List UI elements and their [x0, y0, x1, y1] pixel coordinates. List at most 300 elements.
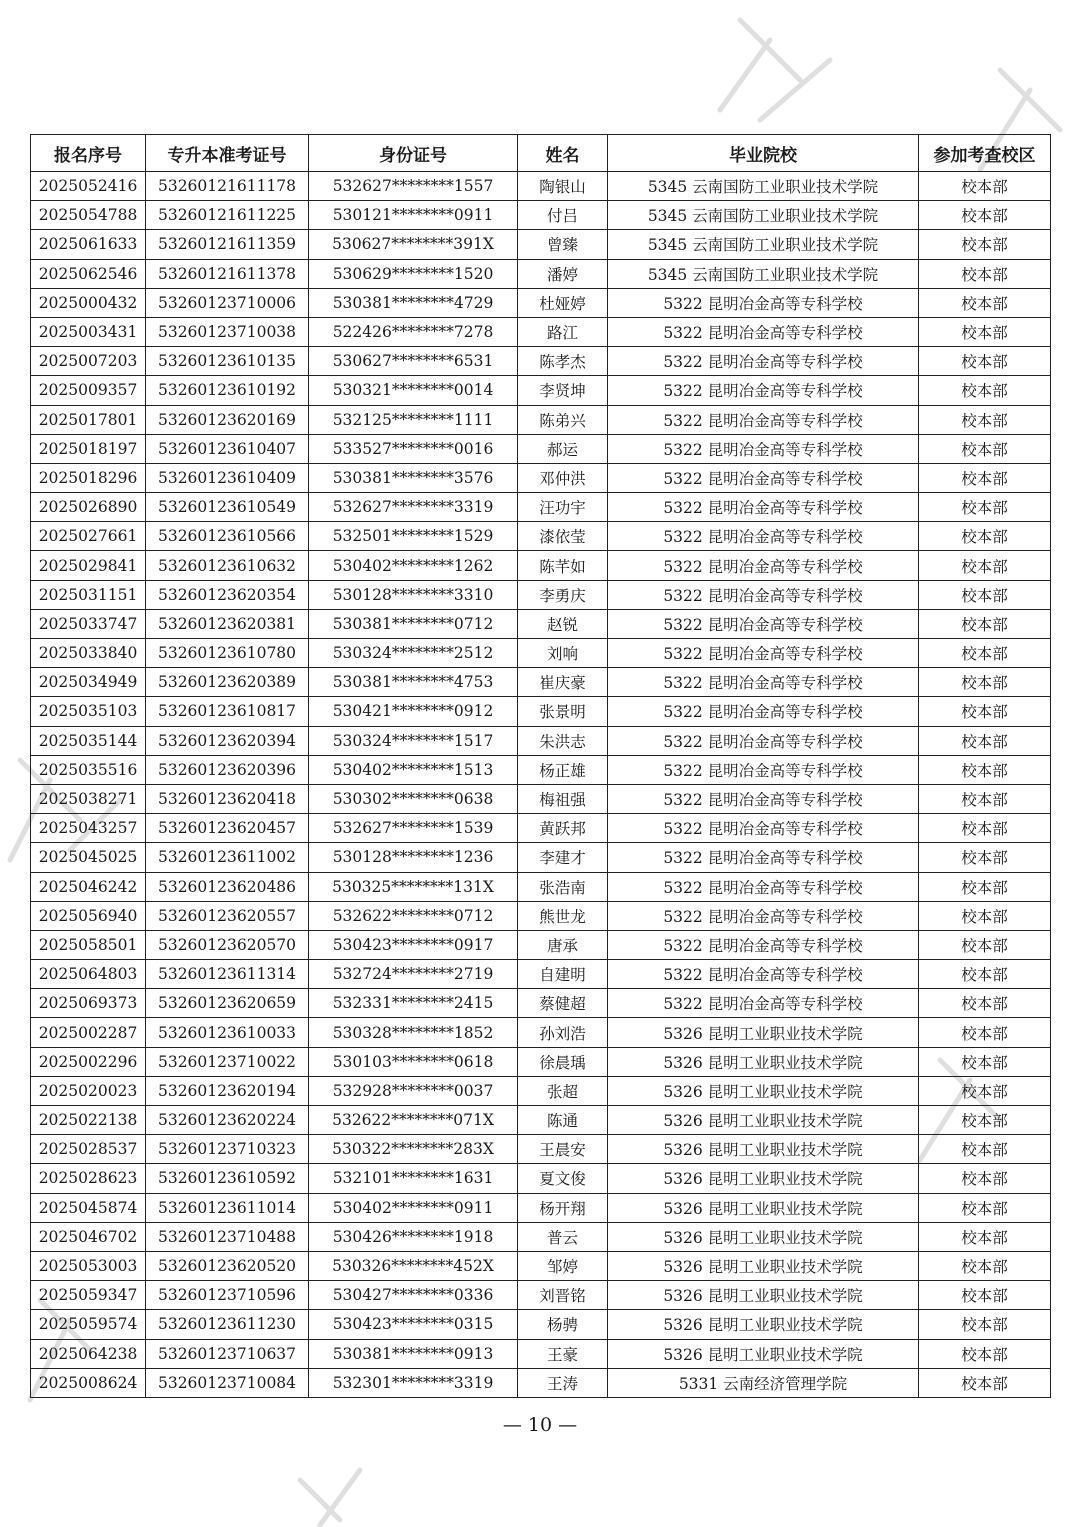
- cell-graduate-school: 5326 昆明工业职业技术学院: [608, 1164, 919, 1193]
- cell-id-number: 530328********1852: [309, 1018, 518, 1047]
- cell-name: 李勇庆: [518, 580, 608, 609]
- table-row: [31, 784, 1051, 813]
- cell-name: 崔庆豪: [518, 668, 608, 697]
- cell-exam-campus: 校本部: [919, 1281, 1051, 1310]
- cell-id-number: 532622********0712: [309, 901, 518, 930]
- cell-exam-ticket-no: 53260123620169: [146, 405, 309, 434]
- cell-name: 陶银山: [518, 172, 608, 201]
- cell-registration-no: 2025064238: [31, 1339, 146, 1368]
- cell-exam-campus: 校本部: [919, 930, 1051, 959]
- cell-id-number: 530381********4729: [309, 288, 518, 317]
- cell-graduate-school: 5322 昆明冶金高等专科学校: [608, 580, 919, 609]
- cell-id-number: 530302********0638: [309, 784, 518, 813]
- cell-exam-campus: 校本部: [919, 580, 1051, 609]
- cell-exam-ticket-no: 53260123710084: [146, 1368, 309, 1397]
- table-row: [31, 1251, 1051, 1280]
- table-row: [31, 697, 1051, 726]
- cell-registration-no: 2025018197: [31, 434, 146, 463]
- cell-graduate-school: 5331 云南经济管理学院: [608, 1368, 919, 1397]
- cell-id-number: 532101********1631: [309, 1164, 518, 1193]
- cell-exam-ticket-no: 53260121611359: [146, 230, 309, 259]
- cell-exam-campus: 校本部: [919, 1222, 1051, 1251]
- cell-name: 邹婷: [518, 1251, 608, 1280]
- cell-id-number: 532301********3319: [309, 1368, 518, 1397]
- table-row: [31, 1076, 1051, 1105]
- cell-exam-ticket-no: 53260123710323: [146, 1135, 309, 1164]
- cell-exam-campus: 校本部: [919, 434, 1051, 463]
- cell-graduate-school: 5322 昆明冶金高等专科学校: [608, 347, 919, 376]
- cell-exam-campus: 校本部: [919, 1251, 1051, 1280]
- cell-name: 唐承: [518, 930, 608, 959]
- cell-registration-no: 2025035103: [31, 697, 146, 726]
- cell-graduate-school: 5326 昆明工业职业技术学院: [608, 1047, 919, 1076]
- cell-graduate-school: 5326 昆明工业职业技术学院: [608, 1222, 919, 1251]
- cell-graduate-school: 5322 昆明冶金高等专科学校: [608, 960, 919, 989]
- header-id-number: 身份证号: [309, 135, 518, 172]
- table-row: [31, 639, 1051, 668]
- cell-id-number: 530423********0917: [309, 930, 518, 959]
- cell-exam-ticket-no: 53260123710488: [146, 1222, 309, 1251]
- cell-graduate-school: 5322 昆明冶金高等专科学校: [608, 697, 919, 726]
- header-exam-campus: 参加考查校区: [919, 135, 1051, 172]
- page-number: — 10 —: [502, 1414, 578, 1436]
- table-row: [31, 522, 1051, 551]
- cell-registration-no: 2025059574: [31, 1310, 146, 1339]
- cell-exam-campus: 校本部: [919, 1135, 1051, 1164]
- cell-id-number: 532627********1539: [309, 814, 518, 843]
- table-row: [31, 930, 1051, 959]
- cell-name: 孙刘浩: [518, 1018, 608, 1047]
- cell-exam-ticket-no: 53260123620224: [146, 1106, 309, 1135]
- cell-exam-campus: 校本部: [919, 901, 1051, 930]
- table-row: [31, 551, 1051, 580]
- cell-exam-campus: 校本部: [919, 639, 1051, 668]
- cell-graduate-school: 5326 昆明工业职业技术学院: [608, 1339, 919, 1368]
- cell-id-number: 532622********071X: [309, 1106, 518, 1135]
- cell-name: 张超: [518, 1076, 608, 1105]
- cell-graduate-school: 5326 昆明工业职业技术学院: [608, 1106, 919, 1135]
- table-row: [31, 1339, 1051, 1368]
- table-row: [31, 1106, 1051, 1135]
- table-row: [31, 960, 1051, 989]
- cell-name: 郝运: [518, 434, 608, 463]
- cell-graduate-school: 5322 昆明冶金高等专科学校: [608, 463, 919, 492]
- cell-graduate-school: 5322 昆明冶金高等专科学校: [608, 317, 919, 346]
- cell-exam-campus: 校本部: [919, 493, 1051, 522]
- cell-id-number: 532125********1111: [309, 405, 518, 434]
- table-row: [31, 726, 1051, 755]
- table-row: [31, 1222, 1051, 1251]
- cell-registration-no: 2025033840: [31, 639, 146, 668]
- cell-exam-ticket-no: 53260123620396: [146, 755, 309, 784]
- cell-id-number: 533527********0016: [309, 434, 518, 463]
- cell-exam-campus: 校本部: [919, 872, 1051, 901]
- cell-graduate-school: 5322 昆明冶金高等专科学校: [608, 609, 919, 638]
- table-row: [31, 376, 1051, 405]
- cell-exam-ticket-no: 53260123611002: [146, 843, 309, 872]
- cell-id-number: 530381********4753: [309, 668, 518, 697]
- cell-graduate-school: 5322 昆明冶金高等专科学校: [608, 814, 919, 843]
- cell-name: 王豪: [518, 1339, 608, 1368]
- cell-exam-campus: 校本部: [919, 726, 1051, 755]
- cell-name: 陈通: [518, 1106, 608, 1135]
- cell-name: 自建明: [518, 960, 608, 989]
- cell-name: 曾臻: [518, 230, 608, 259]
- cell-name: 邓仲洪: [518, 463, 608, 492]
- cell-name: 黄跃邦: [518, 814, 608, 843]
- cell-name: 陈孝杰: [518, 347, 608, 376]
- header-exam-ticket-no: 专升本准考证号: [146, 135, 309, 172]
- cell-registration-no: 2025069373: [31, 989, 146, 1018]
- cell-registration-no: 2025062546: [31, 259, 146, 288]
- cell-id-number: 530322********283X: [309, 1135, 518, 1164]
- cell-registration-no: 2025035144: [31, 726, 146, 755]
- cell-exam-ticket-no: 53260123610409: [146, 463, 309, 492]
- cell-name: 熊世龙: [518, 901, 608, 930]
- table-row: [31, 668, 1051, 697]
- cell-graduate-school: 5322 昆明冶金高等专科学校: [608, 843, 919, 872]
- table-row: [31, 872, 1051, 901]
- cell-registration-no: 2025008624: [31, 1368, 146, 1397]
- cell-graduate-school: 5345 云南国防工业职业技术学院: [608, 201, 919, 230]
- cell-graduate-school: 5322 昆明冶金高等专科学校: [608, 726, 919, 755]
- cell-name: 陈芊如: [518, 551, 608, 580]
- table-row: [31, 1047, 1051, 1076]
- cell-exam-ticket-no: 53260123611014: [146, 1193, 309, 1222]
- cell-registration-no: 2025029841: [31, 551, 146, 580]
- cell-exam-ticket-no: 53260123620570: [146, 930, 309, 959]
- cell-id-number: 530402********1262: [309, 551, 518, 580]
- cell-exam-ticket-no: 53260123610135: [146, 347, 309, 376]
- cell-exam-ticket-no: 53260123620389: [146, 668, 309, 697]
- cell-graduate-school: 5345 云南国防工业职业技术学院: [608, 230, 919, 259]
- table-row: [31, 1281, 1051, 1310]
- cell-registration-no: 2025056940: [31, 901, 146, 930]
- cell-name: 刘响: [518, 639, 608, 668]
- cell-exam-ticket-no: 53260123620418: [146, 784, 309, 813]
- cell-exam-campus: 校本部: [919, 317, 1051, 346]
- cell-registration-no: 2025054788: [31, 201, 146, 230]
- cell-exam-campus: 校本部: [919, 376, 1051, 405]
- cell-exam-ticket-no: 53260123710038: [146, 317, 309, 346]
- cell-registration-no: 2025028537: [31, 1135, 146, 1164]
- cell-id-number: 530426********1918: [309, 1222, 518, 1251]
- table-header-row: [31, 135, 1051, 172]
- cell-exam-campus: 校本部: [919, 288, 1051, 317]
- cell-name: 潘婷: [518, 259, 608, 288]
- cell-id-number: 530324********1517: [309, 726, 518, 755]
- cell-graduate-school: 5322 昆明冶金高等专科学校: [608, 639, 919, 668]
- cell-graduate-school: 5326 昆明工业职业技术学院: [608, 1076, 919, 1105]
- cell-graduate-school: 5322 昆明冶金高等专科学校: [608, 551, 919, 580]
- cell-registration-no: 2025059347: [31, 1281, 146, 1310]
- cell-registration-no: 2025003431: [31, 317, 146, 346]
- table-row: [31, 463, 1051, 492]
- cell-registration-no: 2025052416: [31, 172, 146, 201]
- table-row: [31, 580, 1051, 609]
- table-row: [31, 1368, 1051, 1397]
- cell-exam-campus: 校本部: [919, 551, 1051, 580]
- header-graduate-school: 毕业院校: [608, 135, 919, 172]
- cell-exam-campus: 校本部: [919, 1310, 1051, 1339]
- cell-name: 王涛: [518, 1368, 608, 1397]
- cell-exam-campus: 校本部: [919, 1164, 1051, 1193]
- cell-graduate-school: 5326 昆明工业职业技术学院: [608, 1310, 919, 1339]
- table-row: [31, 347, 1051, 376]
- cell-id-number: 532627********1557: [309, 172, 518, 201]
- cell-name: 张景明: [518, 697, 608, 726]
- cell-name: 蔡健超: [518, 989, 608, 1018]
- cell-id-number: 530325********131X: [309, 872, 518, 901]
- cell-registration-no: 2025038271: [31, 784, 146, 813]
- cell-exam-campus: 校本部: [919, 172, 1051, 201]
- cell-exam-ticket-no: 53260123620659: [146, 989, 309, 1018]
- cell-exam-campus: 校本部: [919, 755, 1051, 784]
- cell-id-number: 530427********0336: [309, 1281, 518, 1310]
- cell-exam-campus: 校本部: [919, 522, 1051, 551]
- cell-id-number: 532501********1529: [309, 522, 518, 551]
- cell-registration-no: 2025033747: [31, 609, 146, 638]
- cell-name: 梅祖强: [518, 784, 608, 813]
- table-row: [31, 755, 1051, 784]
- table-row: [31, 259, 1051, 288]
- cell-exam-ticket-no: 53260123610817: [146, 697, 309, 726]
- applicant-table: [30, 134, 1051, 1398]
- table-row: [31, 609, 1051, 638]
- cell-registration-no: 2025064803: [31, 960, 146, 989]
- cell-exam-campus: 校本部: [919, 1339, 1051, 1368]
- cell-name: 陈弟兴: [518, 405, 608, 434]
- cell-exam-campus: 校本部: [919, 1076, 1051, 1105]
- cell-graduate-school: 5322 昆明冶金高等专科学校: [608, 288, 919, 317]
- cell-graduate-school: 5345 云南国防工业职业技术学院: [608, 259, 919, 288]
- cell-exam-ticket-no: 53260123610033: [146, 1018, 309, 1047]
- table-row: [31, 901, 1051, 930]
- cell-exam-ticket-no: 53260123620486: [146, 872, 309, 901]
- cell-id-number: 530326********452X: [309, 1251, 518, 1280]
- cell-name: 赵锐: [518, 609, 608, 638]
- table-row: [31, 843, 1051, 872]
- cell-id-number: 530629********1520: [309, 259, 518, 288]
- cell-id-number: 530402********1513: [309, 755, 518, 784]
- cell-exam-campus: 校本部: [919, 668, 1051, 697]
- cell-exam-ticket-no: 53260123611314: [146, 960, 309, 989]
- cell-registration-no: 2025020023: [31, 1076, 146, 1105]
- cell-name: 杜娅婷: [518, 288, 608, 317]
- cell-exam-campus: 校本部: [919, 230, 1051, 259]
- cell-id-number: 522426********7278: [309, 317, 518, 346]
- cell-exam-campus: 校本部: [919, 784, 1051, 813]
- table-row: [31, 434, 1051, 463]
- cell-name: 杨骋: [518, 1310, 608, 1339]
- cell-exam-ticket-no: 53260123710006: [146, 288, 309, 317]
- cell-id-number: 530423********0315: [309, 1310, 518, 1339]
- cell-registration-no: 2025026890: [31, 493, 146, 522]
- cell-id-number: 530627********391X: [309, 230, 518, 259]
- cell-graduate-school: 5322 昆明冶金高等专科学校: [608, 668, 919, 697]
- cell-exam-campus: 校本部: [919, 201, 1051, 230]
- cell-registration-no: 2025022138: [31, 1106, 146, 1135]
- table-row: [31, 989, 1051, 1018]
- cell-name: 路江: [518, 317, 608, 346]
- cell-graduate-school: 5322 昆明冶金高等专科学校: [608, 930, 919, 959]
- table-row: [31, 172, 1051, 201]
- cell-graduate-school: 5326 昆明工业职业技术学院: [608, 1193, 919, 1222]
- cell-name: 李贤坤: [518, 376, 608, 405]
- cell-graduate-school: 5345 云南国防工业职业技术学院: [608, 172, 919, 201]
- cell-id-number: 532724********2719: [309, 960, 518, 989]
- cell-registration-no: 2025027661: [31, 522, 146, 551]
- cell-registration-no: 2025002296: [31, 1047, 146, 1076]
- cell-exam-ticket-no: 53260123620457: [146, 814, 309, 843]
- cell-exam-ticket-no: 53260123610549: [146, 493, 309, 522]
- table-row: [31, 405, 1051, 434]
- cell-graduate-school: 5326 昆明工业职业技术学院: [608, 1135, 919, 1164]
- cell-graduate-school: 5322 昆明冶金高等专科学校: [608, 405, 919, 434]
- cell-name: 普云: [518, 1222, 608, 1251]
- cell-id-number: 530103********0618: [309, 1047, 518, 1076]
- cell-exam-campus: 校本部: [919, 989, 1051, 1018]
- header-name: 姓名: [518, 135, 608, 172]
- cell-id-number: 530381********0913: [309, 1339, 518, 1368]
- cell-exam-campus: 校本部: [919, 347, 1051, 376]
- cell-name: 王晨安: [518, 1135, 608, 1164]
- cell-exam-ticket-no: 53260123620394: [146, 726, 309, 755]
- cell-exam-ticket-no: 53260123710596: [146, 1281, 309, 1310]
- cell-exam-campus: 校本部: [919, 463, 1051, 492]
- cell-name: 杨正雄: [518, 755, 608, 784]
- cell-registration-no: 2025017801: [31, 405, 146, 434]
- cell-id-number: 530381********3576: [309, 463, 518, 492]
- cell-name: 杨开翔: [518, 1193, 608, 1222]
- cell-graduate-school: 5322 昆明冶金高等专科学校: [608, 872, 919, 901]
- cell-id-number: 530324********2512: [309, 639, 518, 668]
- cell-graduate-school: 5322 昆明冶金高等专科学校: [608, 784, 919, 813]
- cell-id-number: 530627********6531: [309, 347, 518, 376]
- cell-graduate-school: 5322 昆明冶金高等专科学校: [608, 522, 919, 551]
- cell-graduate-school: 5322 昆明冶金高等专科学校: [608, 989, 919, 1018]
- cell-graduate-school: 5326 昆明工业职业技术学院: [608, 1251, 919, 1280]
- cell-exam-ticket-no: 53260123710022: [146, 1047, 309, 1076]
- cell-exam-ticket-no: 53260121611378: [146, 259, 309, 288]
- cell-name: 夏文俊: [518, 1164, 608, 1193]
- table-row: [31, 814, 1051, 843]
- table-row: [31, 1018, 1051, 1047]
- cell-exam-ticket-no: 53260123611230: [146, 1310, 309, 1339]
- header-registration-no: 报名序号: [31, 135, 146, 172]
- cell-id-number: 532627********3319: [309, 493, 518, 522]
- cell-registration-no: 2025002287: [31, 1018, 146, 1047]
- table-row: [31, 1135, 1051, 1164]
- table-row: [31, 1164, 1051, 1193]
- cell-name: 刘晋铭: [518, 1281, 608, 1310]
- cell-registration-no: 2025000432: [31, 288, 146, 317]
- cell-registration-no: 2025045025: [31, 843, 146, 872]
- cell-registration-no: 2025018296: [31, 463, 146, 492]
- cell-registration-no: 2025007203: [31, 347, 146, 376]
- cell-registration-no: 2025028623: [31, 1164, 146, 1193]
- cell-registration-no: 2025035516: [31, 755, 146, 784]
- table-row: [31, 493, 1051, 522]
- table-row: [31, 317, 1051, 346]
- cell-id-number: 530121********0911: [309, 201, 518, 230]
- table-row: [31, 1193, 1051, 1222]
- cell-exam-ticket-no: 53260123610192: [146, 376, 309, 405]
- cell-exam-ticket-no: 53260121611225: [146, 201, 309, 230]
- cell-registration-no: 2025043257: [31, 814, 146, 843]
- cell-exam-campus: 校本部: [919, 259, 1051, 288]
- cell-exam-campus: 校本部: [919, 960, 1051, 989]
- cell-registration-no: 2025046702: [31, 1222, 146, 1251]
- cell-id-number: 530381********0712: [309, 609, 518, 638]
- cell-exam-ticket-no: 53260123620194: [146, 1076, 309, 1105]
- cell-name: 徐晨瑀: [518, 1047, 608, 1076]
- cell-graduate-school: 5322 昆明冶金高等专科学校: [608, 493, 919, 522]
- cell-name: 李建才: [518, 843, 608, 872]
- cell-graduate-school: 5322 昆明冶金高等专科学校: [608, 434, 919, 463]
- cell-exam-ticket-no: 53260123610566: [146, 522, 309, 551]
- table-row: [31, 230, 1051, 259]
- table-row: [31, 1310, 1051, 1339]
- table-row: [31, 201, 1051, 230]
- cell-exam-ticket-no: 53260123620381: [146, 609, 309, 638]
- table-body: [31, 172, 1051, 1398]
- cell-name: 漆依莹: [518, 522, 608, 551]
- cell-name: 付吕: [518, 201, 608, 230]
- cell-exam-campus: 校本部: [919, 1018, 1051, 1047]
- cell-graduate-school: 5322 昆明冶金高等专科学校: [608, 901, 919, 930]
- cell-exam-ticket-no: 53260121611178: [146, 172, 309, 201]
- cell-registration-no: 2025009357: [31, 376, 146, 405]
- cell-name: 汪功宇: [518, 493, 608, 522]
- cell-id-number: 532928********0037: [309, 1076, 518, 1105]
- cell-id-number: 530421********0912: [309, 697, 518, 726]
- cell-registration-no: 2025046242: [31, 872, 146, 901]
- cell-registration-no: 2025031151: [31, 580, 146, 609]
- cell-id-number: 530128********3310: [309, 580, 518, 609]
- cell-graduate-school: 5322 昆明冶金高等专科学校: [608, 755, 919, 784]
- cell-exam-ticket-no: 53260123610407: [146, 434, 309, 463]
- cell-exam-ticket-no: 53260123620354: [146, 580, 309, 609]
- cell-id-number: 530128********1236: [309, 843, 518, 872]
- cell-exam-campus: 校本部: [919, 405, 1051, 434]
- cell-exam-campus: 校本部: [919, 843, 1051, 872]
- cell-exam-campus: 校本部: [919, 609, 1051, 638]
- cell-exam-ticket-no: 53260123710637: [146, 1339, 309, 1368]
- cell-exam-campus: 校本部: [919, 1106, 1051, 1135]
- cell-name: 张浩南: [518, 872, 608, 901]
- cell-exam-campus: 校本部: [919, 1047, 1051, 1076]
- cell-name: 朱洪志: [518, 726, 608, 755]
- cell-exam-ticket-no: 53260123610592: [146, 1164, 309, 1193]
- cell-exam-ticket-no: 53260123610780: [146, 639, 309, 668]
- cell-registration-no: 2025034949: [31, 668, 146, 697]
- cell-exam-ticket-no: 53260123620557: [146, 901, 309, 930]
- cell-graduate-school: 5326 昆明工业职业技术学院: [608, 1281, 919, 1310]
- cell-id-number: 530321********0014: [309, 376, 518, 405]
- cell-exam-campus: 校本部: [919, 1193, 1051, 1222]
- cell-graduate-school: 5326 昆明工业职业技术学院: [608, 1018, 919, 1047]
- cell-registration-no: 2025061633: [31, 230, 146, 259]
- cell-exam-ticket-no: 53260123620520: [146, 1251, 309, 1280]
- cell-registration-no: 2025058501: [31, 930, 146, 959]
- cell-registration-no: 2025053003: [31, 1251, 146, 1280]
- cell-graduate-school: 5322 昆明冶金高等专科学校: [608, 376, 919, 405]
- cell-exam-ticket-no: 53260123610632: [146, 551, 309, 580]
- cell-registration-no: 2025045874: [31, 1193, 146, 1222]
- cell-exam-campus: 校本部: [919, 814, 1051, 843]
- cell-exam-campus: 校本部: [919, 697, 1051, 726]
